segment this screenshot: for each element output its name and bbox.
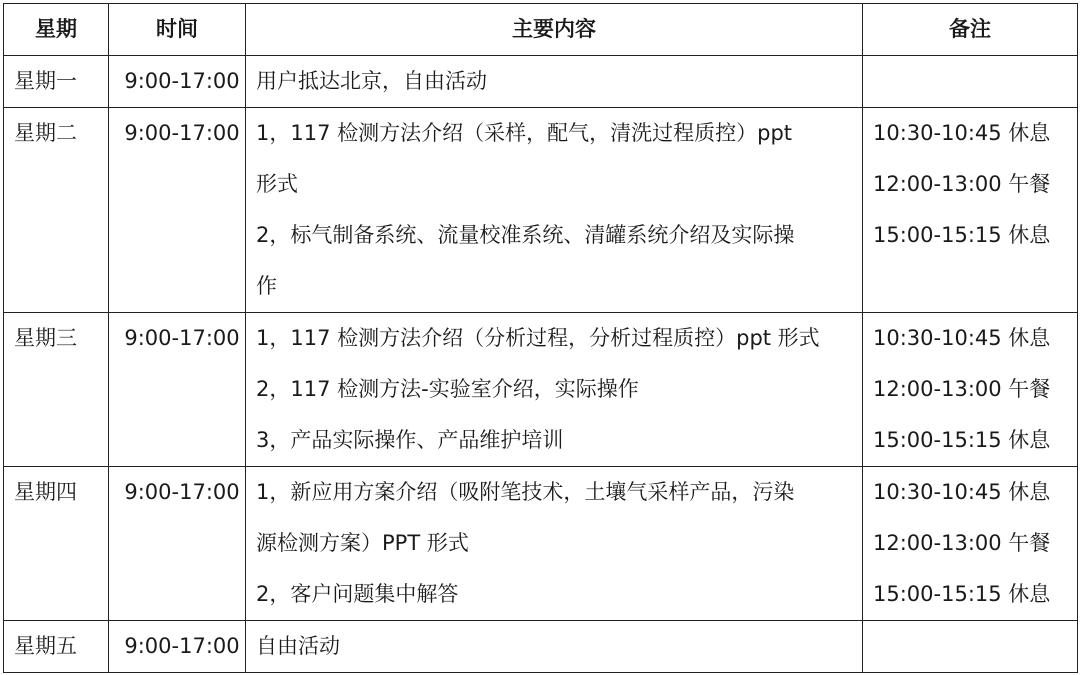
time-cell: 9:00-17:00 (109, 467, 246, 621)
table-row (4, 621, 1078, 673)
content-cell (246, 313, 863, 467)
header-day: 星期 (4, 4, 109, 56)
content-line: 形式 (256, 172, 298, 196)
schedule-body (4, 56, 1078, 673)
header-time: 时间 (109, 4, 246, 56)
day-cell: 星期四 (4, 467, 109, 621)
content-line: 3，产品实际操作、产品维护培训 (256, 428, 564, 452)
day-cell: 星期二 (4, 108, 109, 313)
content-cell (246, 56, 863, 108)
note-line: 12:00-13:00 午餐 (873, 172, 1051, 196)
note-line: 15:00-15:15 休息 (873, 223, 1051, 247)
header-content: 主要内容 (246, 4, 863, 56)
content-cell (246, 621, 863, 673)
day-cell: 星期三 (4, 313, 109, 467)
content-cell (246, 467, 863, 621)
content-line: 1，117 检测方法介绍（分析过程，分析过程质控）ppt 形式 (256, 326, 820, 350)
time-cell: 9:00-17:00 (109, 313, 246, 467)
note-cell (863, 56, 1078, 108)
header-row (4, 4, 1078, 56)
note-cell (863, 467, 1078, 621)
table-row (4, 108, 1078, 313)
note-line: 10:30-10:45 休息 (873, 121, 1051, 145)
note-line: 12:00-13:00 午餐 (873, 377, 1051, 401)
content-line: 自由活动 (256, 634, 340, 658)
table-row (4, 56, 1078, 108)
note-line: 10:30-10:45 休息 (873, 480, 1051, 504)
schedule-table (3, 3, 1078, 673)
time-cell: 9:00-17:00 (109, 56, 246, 108)
note-line: 12:00-13:00 午餐 (873, 531, 1051, 555)
note-cell (863, 621, 1078, 673)
content-line: 1，新应用方案介绍（吸附笔技术，土壤气采样产品，污染 (256, 480, 795, 504)
content-line: 源检测方案）PPT 形式 (256, 531, 469, 555)
note-line: 15:00-15:15 休息 (873, 428, 1051, 452)
content-line: 2，客户问题集中解答 (256, 582, 459, 606)
note-cell (863, 108, 1078, 313)
content-line: 2，标气制备系统、流量校准系统、清罐系统介绍及实际操 (256, 223, 795, 247)
content-line: 作 (256, 274, 277, 298)
content-line: 2，117 检测方法-实验室介绍，实际操作 (256, 377, 639, 401)
header-note: 备注 (863, 4, 1078, 56)
day-cell: 星期五 (4, 621, 109, 673)
time-cell: 9:00-17:00 (109, 621, 246, 673)
table-row (4, 313, 1078, 467)
table-row (4, 467, 1078, 621)
time-cell: 9:00-17:00 (109, 108, 246, 313)
content-cell (246, 108, 863, 313)
content-line: 1，117 检测方法介绍（采样，配气，清洗过程质控）ppt (256, 121, 793, 145)
note-line: 10:30-10:45 休息 (873, 326, 1051, 350)
note-line: 15:00-15:15 休息 (873, 582, 1051, 606)
content-line: 用户抵达北京，自由活动 (256, 69, 487, 93)
day-cell: 星期一 (4, 56, 109, 108)
note-cell (863, 313, 1078, 467)
